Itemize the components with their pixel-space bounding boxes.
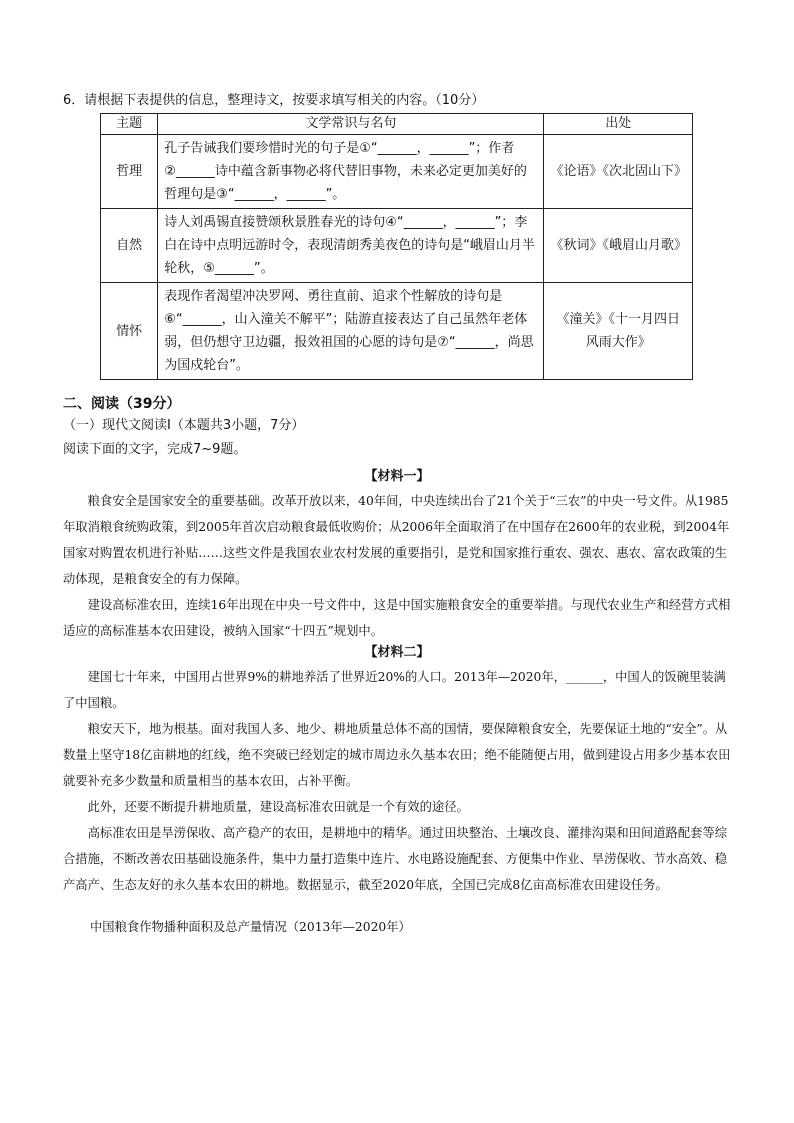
section-2-subtitle: （一）现代文阅读Ⅰ（本题共3小题，7分） bbox=[63, 418, 305, 433]
table-row bbox=[101, 135, 693, 209]
row-source: 《论语》《次北固山下》 bbox=[544, 135, 693, 209]
chart-caption: 中国粮食作物播种面积及总产量情况（2013年—2020年） bbox=[90, 920, 411, 934]
material-1-paragraph: 建设高标准农田，连续16年出现在中央一号文件中，这是中国实施粮食安全的重要举措。与现代农业生产和经营方式相适应的高标准基本农田建设，被纳入国家“十四五”规划中。 bbox=[63, 598, 731, 638]
row-content: 表现作者渴望冲决罗网、勇往直前、追求个性解放的诗句是⑥“______，山入潼关不解平”；陆游直接表达了自己虽然年老体弱，但仍想守卫边疆，报效祖国的心愿的诗句是⑦“______，尚思为国戍轮台”。 bbox=[158, 283, 544, 380]
material-2-paragraph: 高标准农田是旱涝保收、高产稳产的农田，是耕地中的精华。通过田块整治、土壤改良、灌排沟渠和田间道路配套等综合措施，不断改善农田基础设施条件，集中力量打造集中连片、水电路设施配套、方便集中作业、旱涝保收、节水高效、稳产高产、生态友好的永久基本农田的耕地。数据显示，截至2020年底，全国已完成8亿亩高标准农田建设任务。 bbox=[63, 826, 728, 892]
section-2-instruction: 阅读下面的文字，完成7~9题。 bbox=[63, 442, 247, 457]
material-2-paragraph: 建国七十年来，中国用占世界9%的耕地养活了世界近20%的人口。2013年—2020年，______，中国人的饭碗里装满了中国粮。 bbox=[63, 670, 726, 710]
material-1-paragraph: 粮食安全是国家安全的重要基础。改革开放以来，40年间，中央连续出台了21个关于“三农”的中央一号文件。从1985年取消粮食统购政策，到2005年首次启动粮食最低收购价；从2006年全面取消了在中国存在2600年的农业税，到2004年国家对购置农机进行补贴……这些文件是我国农业农村发展的重要指引，是党和国家推行重农、强农、惠农、富农政策的生动体现，是粮食安全的有力保障。 bbox=[63, 494, 730, 586]
literature-table bbox=[100, 113, 693, 380]
header-theme: 主题 bbox=[101, 114, 158, 135]
section-2-title: 二、阅读（39分） bbox=[63, 396, 181, 412]
row-content: 孔子告诫我们要珍惜时光的句子是①“______，______”；作者②______诗中蕴含新事物必将代替旧事物，未来必定更加美好的哲理句是③“______，______”。 bbox=[158, 135, 544, 209]
material-1-heading: 【材料一】 bbox=[364, 469, 430, 484]
material-2-paragraph: 粮安天下，地为根基。面对我国人多、地少、耕地质量总体不高的国情，要保障粮食安全，先要保证土地的“安全”。从数量上坚守18亿亩耕地的红线，绝不突破已经划定的城市周边永久基本农田；绝不能随便占用，做到建设占用多少基本农田就要补充多少数量和质量相当的基本农田，占补平衡。 bbox=[63, 722, 731, 788]
row-theme: 自然 bbox=[101, 209, 158, 283]
header-source: 出处 bbox=[544, 114, 693, 135]
material-2-paragraph: 此外，还要不断提升耕地质量，建设高标准农田就是一个有效的途径。 bbox=[87, 800, 469, 814]
material-2-heading: 【材料二】 bbox=[364, 645, 430, 660]
table-header-row bbox=[101, 114, 693, 135]
row-content: 诗人刘禹锡直接赞颂秋景胜春光的诗句④“______，______”；李白在诗中点明远游时令，表现清朗秀美夜色的诗句是“峨眉山月半轮秋，⑤______”。 bbox=[158, 209, 544, 283]
question-6-title: 6．请根据下表提供的信息，整理诗文，按要求填写相关的内容。（10分） bbox=[63, 93, 485, 108]
table-row bbox=[101, 209, 693, 283]
row-theme: 情怀 bbox=[101, 283, 158, 380]
table-row bbox=[101, 283, 693, 380]
row-source: 《潼关》《十一月四日风雨大作》 bbox=[544, 283, 693, 380]
row-source: 《秋词》《峨眉山月歌》 bbox=[544, 209, 693, 283]
row-theme: 哲理 bbox=[101, 135, 158, 209]
header-content: 文学常识与名句 bbox=[158, 114, 544, 135]
